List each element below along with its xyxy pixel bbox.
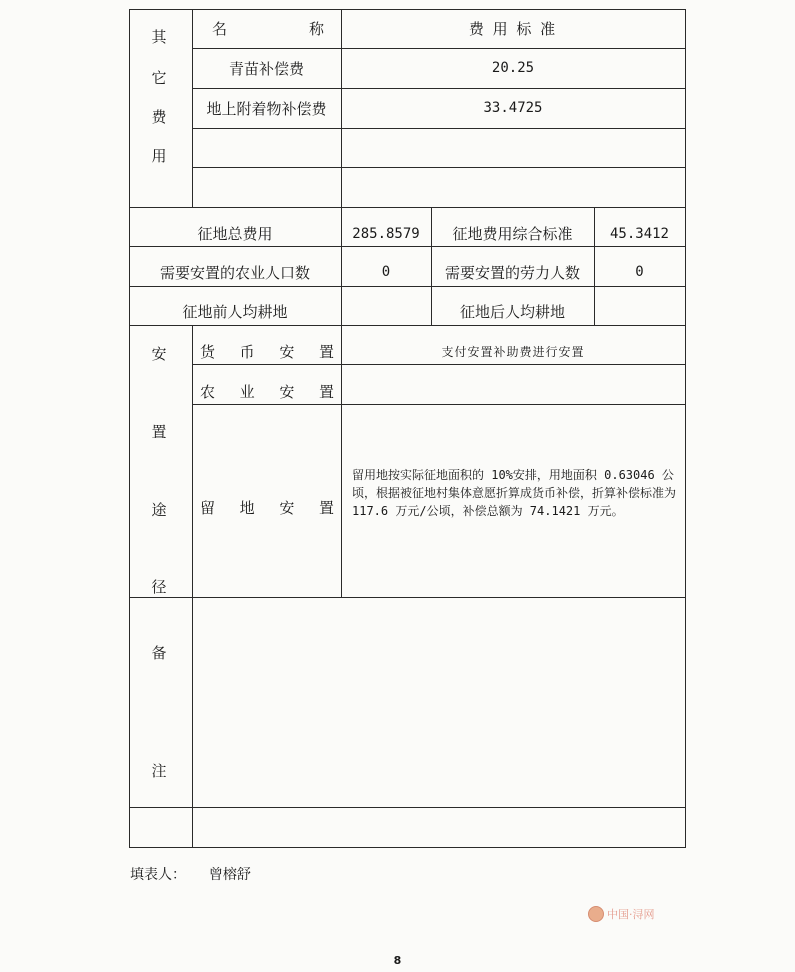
after-label: 征地后人均耕地 [459, 302, 565, 321]
fee-value-cell: 20.25 [491, 60, 535, 76]
resettlement-label-char: 径 [151, 578, 167, 596]
header-standard: 费 用 标 准 [468, 20, 558, 38]
other-fees-label-char: 它 [151, 69, 167, 87]
fee-value-cell: 33.4725 [483, 100, 543, 116]
form-filler [130, 864, 251, 884]
composite-std-value: 45.3412 [609, 225, 669, 242]
agri-pop-value: 0 [381, 264, 391, 280]
total-cost-label: 征地总费用 [197, 225, 273, 243]
labor-label: 需要安置的劳力人数 [444, 263, 580, 282]
resettlement-label-char: 安 [151, 345, 167, 363]
filler-label: 填表人： [130, 867, 186, 883]
resettlement-label-char: 置 [151, 423, 167, 441]
remarks-label-char: 备 [151, 644, 167, 662]
other-fees-label-char: 用 [151, 147, 167, 165]
currency-resettlement-label: 货 币 安 置 [200, 342, 334, 361]
emblem-icon [588, 906, 604, 922]
currency-resettlement-value: 支付安置补助费进行安置 [441, 344, 585, 359]
before-label: 征地前人均耕地 [182, 302, 288, 321]
other-fees-label-char: 其 [151, 28, 167, 46]
agri-pop-label: 需要安置的农业人口数 [159, 263, 310, 282]
remarks-label-char: 注 [151, 762, 167, 780]
filler-name: 曾榕舒 [208, 867, 251, 883]
labor-value: 0 [635, 264, 644, 280]
composite-std-label: 征地费用综合标准 [452, 225, 573, 243]
agri-resettlement-label: 农 业 安 置 [200, 382, 334, 401]
other-fees-label-char: 费 [151, 108, 167, 126]
reserved-land-description: 留用地按实际征地面积的 10%安排，用地面积 0.63046 公顷，根据被征地村集体意愿折算成货币补偿，折算补偿标准为 117.6 万元/公顷，补偿总额为 74.1421 万元。 [352, 468, 677, 518]
total-cost-value: 285.8579 [352, 225, 420, 242]
header-name: 名 称 [212, 20, 324, 38]
fee-name-cell: 青苗补偿费 [228, 59, 304, 78]
watermark: 中国·浔网 [588, 906, 655, 922]
reserved-land-label: 留 地 安 置 [200, 498, 334, 517]
resettlement-label-char: 途 [151, 501, 167, 519]
page-number: 8 [393, 954, 402, 967]
fee-name-cell: 地上附着物补偿费 [206, 99, 327, 118]
